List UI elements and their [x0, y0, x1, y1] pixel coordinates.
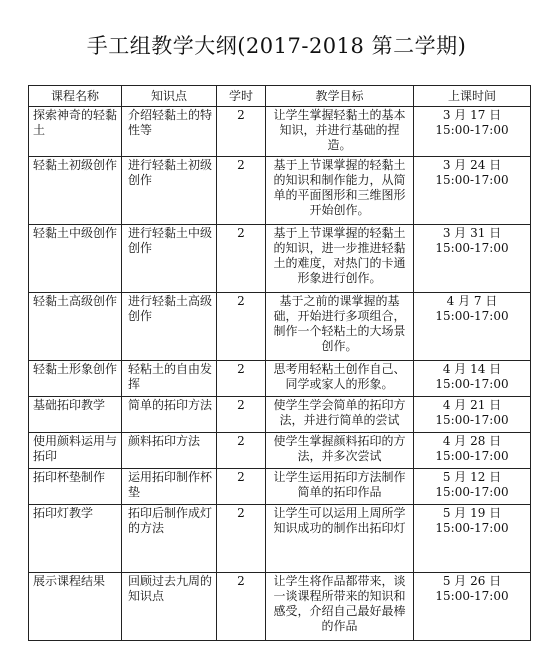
header-course: 课程名称 — [29, 86, 122, 107]
hours: 2 — [217, 293, 266, 361]
table-row — [29, 293, 531, 361]
table-header-row — [29, 86, 531, 107]
header-goal: 教学目标 — [266, 86, 414, 107]
header-class-time: 上课时间 — [414, 86, 531, 107]
class-time — [414, 157, 531, 225]
class-hours: 15:00-17:00 — [435, 449, 509, 463]
class-date: 5 月 19 日 — [442, 506, 502, 520]
table-row — [29, 573, 531, 641]
class-date: 3 月 31 日 — [442, 226, 502, 240]
course-name: 使用颜料运用与拓印 — [29, 433, 122, 469]
class-time — [414, 107, 531, 157]
teaching-goal: 使学生掌握颜料拓印的方法，并多次尝试 — [266, 433, 414, 469]
course-name: 轻黏土初级创作 — [29, 157, 122, 225]
table-row — [29, 469, 531, 505]
class-date: 4 月 28 日 — [442, 434, 502, 448]
hours: 2 — [217, 361, 266, 397]
table-row — [29, 433, 531, 469]
class-date: 3 月 24 日 — [442, 158, 502, 172]
table-row — [29, 157, 531, 225]
teaching-goal: 让学生运用拓印方法制作简单的拓印作品 — [266, 469, 414, 505]
class-hours: 15:00-17:00 — [435, 589, 509, 603]
class-time — [414, 361, 531, 397]
course-name: 展示课程结果 — [29, 573, 122, 641]
hours: 2 — [217, 505, 266, 573]
course-name: 基础拓印教学 — [29, 397, 122, 433]
class-date: 4 月 14 日 — [442, 362, 502, 376]
class-hours: 15:00-17:00 — [435, 123, 509, 137]
class-hours: 15:00-17:00 — [435, 413, 509, 427]
knowledge-point: 简单的拓印方法 — [122, 397, 217, 433]
class-time — [414, 505, 531, 573]
table-row — [29, 225, 531, 293]
class-date: 4 月 7 日 — [446, 294, 498, 308]
knowledge-point: 进行轻黏土中级创作 — [122, 225, 217, 293]
hours: 2 — [217, 225, 266, 293]
knowledge-point: 颜料拓印方法 — [122, 433, 217, 469]
teaching-goal: 思考用轻粘土创作自己、同学或家人的形象。 — [266, 361, 414, 397]
header-knowledge-point: 知识点 — [122, 86, 217, 107]
knowledge-point: 介绍轻黏土的特性等 — [122, 107, 217, 157]
class-time — [414, 469, 531, 505]
course-name: 轻黏土中级创作 — [29, 225, 122, 293]
teaching-goal: 让学生可以运用上周所学知识成功的制作出拓印灯 — [266, 505, 414, 573]
class-hours: 15:00-17:00 — [435, 173, 509, 187]
course-name: 拓印杯垫制作 — [29, 469, 122, 505]
knowledge-point: 拓印后制作成灯的方法 — [122, 505, 217, 573]
knowledge-point: 进行轻黏土高级创作 — [122, 293, 217, 361]
course-name: 轻黏土高级创作 — [29, 293, 122, 361]
teaching-goal: 基于上节课掌握的轻黏土的知识和制作能力，从简单的平面图形和三维图形开始创作。 — [266, 157, 414, 225]
teaching-goal: 让学生掌握轻黏土的基本知识，并进行基础的捏造。 — [266, 107, 414, 157]
hours: 2 — [217, 433, 266, 469]
page-title: 手工组教学大纲(2017-2018 第二学期) — [86, 34, 467, 58]
class-date: 5 月 26 日 — [442, 574, 502, 588]
class-time — [414, 293, 531, 361]
course-name: 探索神奇的轻黏土 — [29, 107, 122, 157]
course-name: 轻黏土形象创作 — [29, 361, 122, 397]
knowledge-point: 回顾过去九周的知识点 — [122, 573, 217, 641]
knowledge-point: 轻粘土的自由发挥 — [122, 361, 217, 397]
class-time — [414, 225, 531, 293]
teaching-goal: 基于上节课掌握的轻黏土的知识，进一步推进轻黏土的难度，对热门的卡通形象进行创作。 — [266, 225, 414, 293]
hours: 2 — [217, 469, 266, 505]
class-hours: 15:00-17:00 — [435, 521, 509, 535]
hours: 2 — [217, 107, 266, 157]
teaching-goal: 使学生学会简单的拓印方法，并进行简单的尝试 — [266, 397, 414, 433]
hours: 2 — [217, 397, 266, 433]
class-hours: 15:00-17:00 — [435, 241, 509, 255]
class-time — [414, 573, 531, 641]
class-date: 5 月 12 日 — [442, 470, 502, 484]
class-time — [414, 397, 531, 433]
class-hours: 15:00-17:00 — [435, 309, 509, 323]
course-name: 拓印灯教学 — [29, 505, 122, 573]
class-hours: 15:00-17:00 — [435, 485, 509, 499]
hours: 2 — [217, 573, 266, 641]
table-row — [29, 361, 531, 397]
teaching-goal: 让学生将作品都带来，谈一谈课程所带来的知识和感受，介绍自己最好最棒的作品 — [266, 573, 414, 641]
table-row — [29, 505, 531, 573]
class-date: 3 月 17 日 — [442, 108, 502, 122]
knowledge-point: 运用拓印制作杯垫 — [122, 469, 217, 505]
header-hours: 学时 — [217, 86, 266, 107]
knowledge-point: 进行轻黏土初级创作 — [122, 157, 217, 225]
class-hours: 15:00-17:00 — [435, 377, 509, 391]
table-row — [29, 397, 531, 433]
table-row — [29, 107, 531, 157]
hours: 2 — [217, 157, 266, 225]
syllabus-table — [28, 85, 531, 641]
teaching-goal: 基于之前的课掌握的基础，开始进行多项组合，制作一个轻粘土的大场景创作。 — [266, 293, 414, 361]
class-date: 4 月 21 日 — [442, 398, 502, 412]
class-time — [414, 433, 531, 469]
